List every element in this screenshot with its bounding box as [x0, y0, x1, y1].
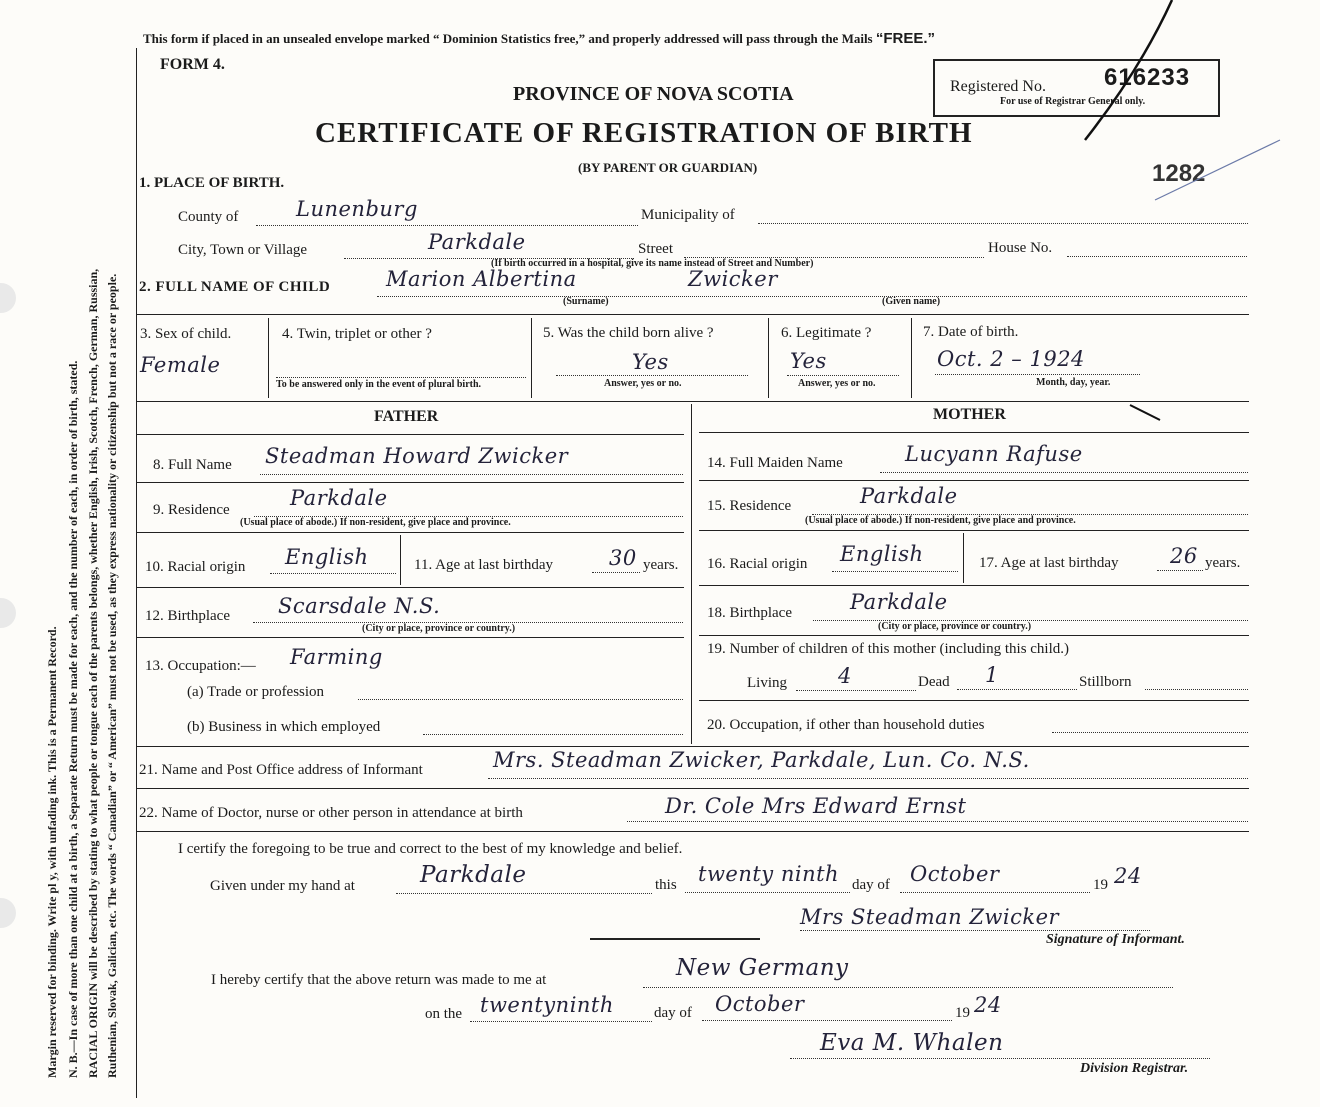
day-of-label-2: day of [654, 1005, 692, 1021]
alive-value: Yes [632, 350, 669, 374]
child-given-value: Zwicker [688, 267, 778, 291]
signature-informant-caption: Signature of Informant. [1046, 932, 1185, 947]
mother-age-years: years. [1205, 555, 1241, 571]
given-under-label: Given under my hand at [210, 878, 355, 894]
divider [768, 318, 769, 398]
pen-stroke [1130, 405, 1160, 420]
mother-name-label: 14. Full Maiden Name [707, 455, 843, 471]
informant-signature-line [800, 930, 1150, 931]
informant-signature: Mrs Steadman Zwicker [800, 905, 1060, 929]
father-race-label: 10. Racial origin [145, 559, 246, 575]
father-race-value: English [285, 545, 369, 569]
father-residence-note: (Usual place of abode.) If non-resident, give place and province. [240, 517, 511, 528]
returned-at-value: New Germany [676, 955, 849, 981]
legitimate-note: Answer, yes or no. [798, 378, 876, 389]
divider [136, 637, 684, 638]
divider [136, 482, 684, 483]
divider [136, 401, 1249, 402]
given-at-line [396, 893, 652, 894]
informant-line [488, 778, 1248, 779]
given-month-value: October [910, 862, 1000, 886]
registrar-signature-line [790, 1058, 1210, 1059]
this-label: this [655, 877, 677, 893]
division-registrar-caption: Division Registrar. [1080, 1061, 1189, 1076]
given-month-line [900, 892, 1090, 893]
province-heading: PROVINCE OF NOVA SCOTIA [513, 83, 794, 105]
city-value: Parkdale [428, 230, 526, 254]
hospital-note: (If birth occurred in a hospital, give its name instead of Street and Number) [491, 258, 814, 269]
father-age-years: years. [643, 557, 679, 573]
county-value: Lunenburg [296, 197, 418, 221]
divider [699, 585, 1249, 586]
doctor-label: 22. Name of Doctor, nurse or other person in attendance at birth [139, 805, 523, 821]
legitimate-value: Yes [790, 349, 827, 373]
father-birthplace-value: Scarsdale N.S. [278, 594, 441, 618]
city-label: City, Town or Village [178, 242, 308, 258]
given-at-value: Parkdale [420, 862, 527, 888]
nb-note: N. B.—In case of more than one child at a birth, a Separate Return must be made for each, and the number of each, in order of birth, stated. [66, 360, 80, 1078]
father-birthplace-label: 12. Birthplace [145, 608, 230, 624]
racial-origin-note-1: RACIAL ORIGIN will be described by stating to what people or tongue each of the parents belongs, whether English, Irish, Scotch, French, German, Russian, [86, 268, 100, 1078]
divider [136, 831, 1249, 832]
divider [963, 533, 964, 583]
alive-line [556, 375, 748, 376]
divider [699, 480, 1249, 481]
racial-origin-note-2: Ruthenian, Slovak, Galician, etc. The words “ Canadian” or “ American” must not be used, as they express nationality or citizenship but not a race or people. [105, 273, 119, 1078]
mother-name-value: Lucyann Rafuse [905, 442, 1083, 466]
divider [699, 635, 1249, 636]
given-year-value: 24 [1114, 864, 1142, 888]
certificate-title: CERTIFICATE OF REGISTRATION OF BIRTH [315, 117, 973, 149]
mother-occupation-label: 20. Occupation, if other than household duties [707, 717, 985, 733]
mother-residence-note: (Usual place of abode.) If non-resident, give place and province. [805, 515, 1076, 526]
mother-age-line [1157, 570, 1203, 571]
mother-residence-value: Parkdale [860, 484, 958, 508]
hereby-label: I hereby certify that the above return was made to me at [211, 972, 547, 988]
father-heading: FATHER [374, 408, 439, 425]
on-month-line [702, 1020, 952, 1021]
certify-statement: I certify the foregoing to be true and correct to the best of my knowledge and belief. [178, 841, 683, 857]
mother-age-label: 17. Age at last birthday [979, 555, 1119, 571]
mailing-note: This form if placed in an unsealed envelope marked “ Dominion Statistics free,” and properly addressed will pass through the Mails “FREE.” [143, 30, 936, 47]
divider [699, 530, 1249, 531]
dead-label: Dead [918, 674, 950, 690]
form-number: FORM 4. [160, 56, 225, 73]
on-the-label: on the [425, 1006, 463, 1022]
mother-race-value: English [840, 542, 924, 566]
father-trade-line [358, 699, 683, 700]
on-day-line [470, 1021, 652, 1022]
separator-rule [590, 938, 760, 940]
legitimate-line [787, 375, 899, 376]
father-race-line [270, 573, 396, 574]
divider [699, 432, 1249, 433]
dob-label: 7. Date of birth. [923, 324, 1019, 340]
mother-birthplace-note: (City or place, province or country.) [878, 621, 1032, 632]
divider [136, 314, 1249, 315]
father-name-line [260, 474, 683, 475]
father-name-label: 8. Full Name [153, 457, 232, 473]
street-label: Street [638, 241, 673, 257]
divider [136, 746, 1249, 747]
father-occupation-value: Farming [290, 645, 383, 669]
mother-occupation-line [1052, 732, 1248, 733]
alive-label: 5. Was the child born alive ? [543, 325, 714, 341]
registrar-signature: Eva M. Whalen [820, 1030, 1004, 1056]
mother-birthplace-value: Parkdale [850, 590, 948, 614]
legitimate-label: 6. Legitimate ? [781, 325, 872, 341]
living-value: 4 [838, 664, 852, 688]
dob-note: Month, day, year. [1036, 377, 1111, 388]
divider [699, 700, 1249, 701]
twin-note: To be answered only in the event of plural birth. [276, 379, 482, 390]
given-name-note: (Given name) [882, 296, 941, 307]
father-trade-label: (a) Trade or profession [187, 684, 325, 700]
informant-value: Mrs. Steadman Zwicker, Parkdale, Lun. Co. N.S. [493, 748, 1030, 772]
on-month-value: October [715, 992, 805, 1016]
father-business-label: (b) Business in which employed [187, 719, 381, 735]
informant-label: 21. Name and Post Office address of Informant [139, 762, 423, 778]
registered-label: Registered No. [950, 78, 1046, 95]
returned-at-line [643, 987, 1173, 988]
stillborn-label: Stillborn [1079, 674, 1132, 690]
father-birthplace-note: (City or place, province or country.) [362, 623, 516, 634]
divider [136, 532, 684, 533]
child-name-line [377, 296, 1247, 297]
county-label: County of [178, 209, 239, 225]
surname-note: (Surname) [563, 296, 609, 307]
pen-stroke [1085, 0, 1172, 140]
divider [691, 404, 692, 744]
mother-children-label: 19. Number of children of this mother (including this child.) [707, 641, 1070, 657]
county-line [256, 225, 638, 226]
mother-age-value: 26 [1170, 544, 1198, 568]
divider [531, 318, 532, 398]
father-residence-value: Parkdale [290, 486, 388, 510]
father-age-value: 30 [609, 546, 637, 570]
twin-label: 4. Twin, triplet or other ? [282, 326, 432, 342]
divider [136, 434, 684, 435]
twin-line [276, 377, 526, 378]
child-name-label: 2. FULL NAME OF CHILD [139, 279, 331, 295]
doctor-line [627, 821, 1248, 822]
registered-number: 616233 [1104, 64, 1191, 91]
father-age-label: 11. Age at last birthday [414, 557, 553, 573]
house-line [1067, 256, 1247, 257]
alive-note: Answer, yes or no. [604, 378, 682, 389]
mother-birthplace-label: 18. Birthplace [707, 605, 792, 621]
dob-value: Oct. 2 – 1924 [937, 347, 1085, 371]
mother-heading: MOTHER [933, 406, 1006, 423]
pen-stroke [1155, 140, 1280, 200]
day-of-label: day of [852, 877, 890, 893]
dead-value: 1 [985, 663, 999, 687]
stillborn-line [1145, 689, 1248, 690]
living-line [796, 690, 916, 691]
corner-number: 1282 [1152, 160, 1206, 187]
mother-name-line [880, 472, 1248, 473]
divider [268, 318, 269, 398]
dead-line [957, 689, 1077, 690]
divider [911, 318, 912, 398]
given-day-value: twenty ninth [698, 862, 840, 886]
divider [136, 788, 1249, 789]
father-age-line [592, 572, 640, 573]
living-label: Living [747, 675, 787, 691]
year-prefix-2: 19 [955, 1005, 970, 1021]
father-occupation-label: 13. Occupation:— [145, 658, 256, 674]
father-business-line [423, 734, 683, 735]
divider [136, 587, 684, 588]
certificate-subtitle: (BY PARENT OR GUARDIAN) [578, 160, 758, 175]
on-year-value: 24 [974, 993, 1002, 1017]
doctor-value: Dr. Cole Mrs Edward Ernst [665, 794, 967, 818]
dob-line [935, 374, 1140, 375]
mother-race-line [832, 571, 958, 572]
municipality-line [758, 223, 1248, 224]
place-of-birth-label: 1. PLACE OF BIRTH. [139, 175, 285, 191]
father-residence-label: 9. Residence [153, 502, 230, 518]
on-day-value: twentyninth [480, 993, 614, 1017]
year-prefix: 19 [1093, 877, 1108, 893]
municipality-label: Municipality of [641, 207, 735, 223]
father-name-value: Steadman Howard Zwicker [265, 444, 569, 468]
sex-value: Female [140, 353, 221, 377]
divider [400, 535, 401, 585]
margin-note: Margin reserved for binding. Write pl y, with unfading ink. This is a Permanent Record. [45, 626, 59, 1078]
sex-label: 3. Sex of child. [140, 326, 232, 342]
child-surname-value: Marion Albertina [386, 267, 577, 291]
house-label: House No. [988, 240, 1053, 256]
mother-race-label: 16. Racial origin [707, 556, 808, 572]
given-day-line [685, 892, 850, 893]
mother-residence-label: 15. Residence [707, 498, 792, 514]
registrar-use-note: For use of Registrar General only. [1000, 96, 1146, 107]
